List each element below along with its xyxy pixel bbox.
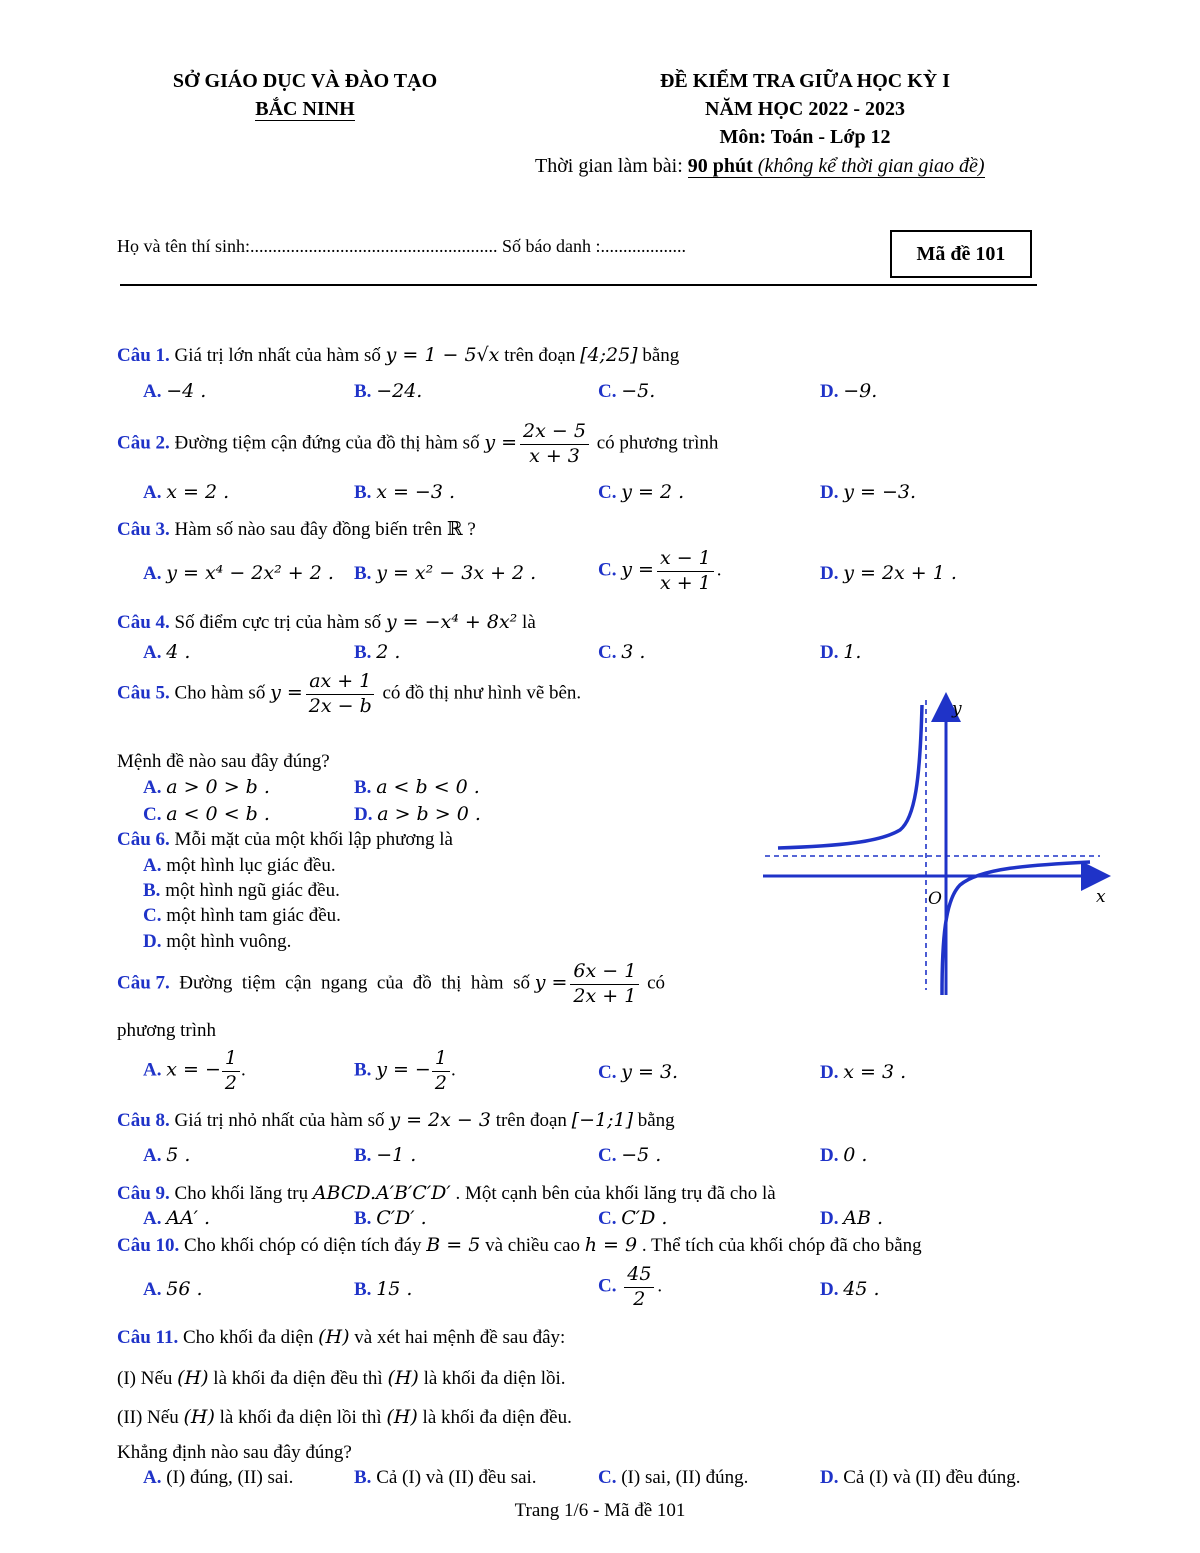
q9-option-a[interactable]: A. AA′ . bbox=[143, 1207, 211, 1229]
q4-option-a[interactable]: A. 4 . bbox=[143, 641, 191, 663]
q11-option-a[interactable]: A. (I) đúng, (II) sai. bbox=[143, 1467, 294, 1488]
q5-prompt: Mệnh đề nào sau đây đúng? bbox=[117, 751, 330, 772]
graph-left-branch bbox=[778, 705, 922, 848]
graph-right-branch bbox=[942, 862, 1090, 995]
exam-code-box bbox=[890, 230, 1032, 278]
q6-option-c[interactable]: C. một hình tam giác đều. bbox=[143, 905, 341, 926]
y-axis-label: y bbox=[952, 699, 962, 719]
subject: Môn: Toán - Lớp 12 bbox=[719, 126, 891, 148]
q9-option-c[interactable]: C. C′D . bbox=[598, 1207, 668, 1229]
q1-option-b[interactable]: B. −24. bbox=[354, 380, 423, 402]
q1-option-a[interactable]: A. −4 . bbox=[143, 380, 207, 402]
q7-option-c[interactable]: C. y = 3. bbox=[598, 1061, 679, 1083]
q7-continuation: phương trình bbox=[117, 1020, 216, 1041]
q4-option-d[interactable]: D. 1. bbox=[820, 641, 862, 663]
q1-option-d[interactable]: D. −9. bbox=[820, 380, 878, 402]
q5-option-a[interactable]: A. a > 0 > b . bbox=[143, 776, 270, 798]
exam-code: Mã đề 101 bbox=[916, 243, 1006, 265]
student-info: Họ và tên thí sinh:....................................................... Số báo danh :................... bbox=[117, 236, 686, 256]
q4-option-c[interactable]: C. 3 . bbox=[598, 641, 646, 663]
q11-statement-2: (II) Nếu (H) là khối đa diện lồi thì (H) là khối đa diện đều. bbox=[117, 1406, 572, 1428]
q2-option-c[interactable]: C. y = 2 . bbox=[598, 481, 685, 503]
header-divider bbox=[120, 284, 1037, 286]
q10-option-b[interactable]: B. 15 . bbox=[354, 1278, 413, 1300]
q8-option-b[interactable]: B. −1 . bbox=[354, 1144, 417, 1166]
q5-option-b[interactable]: B. a < b < 0 . bbox=[354, 776, 480, 798]
exam-title: ĐỀ KIỂM TRA GIỮA HỌC KỲ I bbox=[659, 70, 951, 92]
q1-option-c[interactable]: C. −5. bbox=[598, 380, 656, 402]
q10-option-d[interactable]: D. 45 . bbox=[820, 1278, 880, 1300]
q9-option-b[interactable]: B. C′D′ . bbox=[354, 1207, 427, 1229]
q3-option-c[interactable]: C. y = $\frac{x - 1}{x + 1}$ . bbox=[598, 547, 722, 594]
q2-option-d[interactable]: D. y = −3. bbox=[820, 481, 917, 503]
question-4: Câu 4. Số điểm cực trị của hàm số y = −x⁴ + 8x² là bbox=[117, 611, 536, 633]
q3-option-d[interactable]: D. y = 2x + 1 . bbox=[820, 562, 957, 584]
q7-option-b[interactable]: B. y = − $\frac{1}{2}$ . bbox=[354, 1047, 456, 1094]
q2-option-b[interactable]: B. x = −3 . bbox=[354, 481, 455, 503]
q10-option-c[interactable]: C. $\frac{45}{2}$ . bbox=[598, 1263, 663, 1310]
department-name: SỞ GIÁO DỤC VÀ ĐÀO TẠO bbox=[172, 70, 438, 92]
question-3: Câu 3. Hàm số nào sau đây đồng biến trên ℝ ? bbox=[117, 519, 476, 540]
q11-statement-1: (I) Nếu (H) là khối đa diện đều thì (H) là khối đa diện lồi. bbox=[117, 1367, 566, 1389]
question-9: Câu 9. Cho khối lăng trụ ABCD.A′B′C′D′ . Một cạnh bên của khối lăng trụ đã cho là bbox=[117, 1182, 776, 1204]
q8-option-d[interactable]: D. 0 . bbox=[820, 1144, 868, 1166]
q7-option-a[interactable]: A. x = − $\frac{1}{2}$ . bbox=[143, 1047, 246, 1094]
q3-option-b[interactable]: B. y = x² − 3x + 2 . bbox=[354, 562, 537, 584]
q11-option-c[interactable]: C. (I) sai, (II) đúng. bbox=[598, 1467, 749, 1488]
q6-option-a[interactable]: A. một hình lục giác đều. bbox=[143, 855, 336, 876]
question-11: Câu 11. Cho khối đa diện (H) và xét hai mệnh đề sau đây: bbox=[117, 1326, 566, 1348]
q6-option-b[interactable]: B. một hình ngũ giác đều. bbox=[143, 880, 340, 901]
q11-option-b[interactable]: B. Cả (I) và (II) đều sai. bbox=[354, 1467, 537, 1488]
question-8: Câu 8. Giá trị nhỏ nhất của hàm số y = 2x − 3 trên đoạn [−1;1] bằng bbox=[117, 1109, 675, 1131]
x-axis-label: x bbox=[1096, 887, 1106, 907]
function-graph bbox=[760, 690, 1120, 1010]
q11-option-d[interactable]: D. Cả (I) và (II) đều đúng. bbox=[820, 1467, 1021, 1488]
school-year: NĂM HỌC 2022 - 2023 bbox=[705, 98, 905, 120]
q4-option-b[interactable]: B. 2 . bbox=[354, 641, 401, 663]
q9-option-d[interactable]: D. AB . bbox=[820, 1207, 883, 1229]
question-7: Câu 7. Đường tiệm cận ngang của đồ thị hàm số y = $\frac{6x - 1}{2x + 1}$ có bbox=[117, 960, 666, 1007]
question-10: Câu 10. Cho khối chóp có diện tích đáy B = 5 và chiều cao h = 9 . Thể tích của khối chóp đã cho bằng bbox=[117, 1234, 922, 1256]
q5-option-d[interactable]: D. a > b > 0 . bbox=[354, 803, 481, 825]
question-6: Câu 6. Mỗi mặt của một khối lập phương là bbox=[117, 829, 453, 850]
question-1: Câu 1. Giá trị lớn nhất của hàm số y = 1 − 5√x trên đoạn [4;25] bằng bbox=[117, 344, 680, 366]
q11-prompt: Khẳng định nào sau đây đúng? bbox=[117, 1442, 352, 1463]
q3-option-a[interactable]: A. y = x⁴ − 2x² + 2 . bbox=[143, 562, 334, 584]
question-2: Câu 2. Đường tiệm cận đứng của đồ thị hàm số y = $\frac{2x - 5}{x + 3}$ có phương trình bbox=[117, 420, 719, 467]
page-footer: Trang 1/6 - Mã đề 101 bbox=[514, 1500, 686, 1521]
q7-option-d[interactable]: D. x = 3 . bbox=[820, 1061, 907, 1083]
time-limit: Thời gian làm bài: 90 phút (không kể thời gian giao đề) bbox=[535, 155, 985, 177]
q10-option-a[interactable]: A. 56 . bbox=[143, 1278, 203, 1300]
q8-option-c[interactable]: C. −5 . bbox=[598, 1144, 662, 1166]
origin-label: O bbox=[928, 889, 942, 909]
q8-option-a[interactable]: A. 5 . bbox=[143, 1144, 191, 1166]
question-5: Câu 5. Cho hàm số y = $\frac{ax + 1}{2x - b}$ có đồ thị như hình vẽ bên. bbox=[117, 670, 582, 717]
q6-option-d[interactable]: D. một hình vuông. bbox=[143, 931, 292, 952]
province-name: BẮC NINH bbox=[255, 98, 355, 120]
q5-option-c[interactable]: C. a < 0 < b . bbox=[143, 803, 270, 825]
q2-option-a[interactable]: A. x = 2 . bbox=[143, 481, 230, 503]
